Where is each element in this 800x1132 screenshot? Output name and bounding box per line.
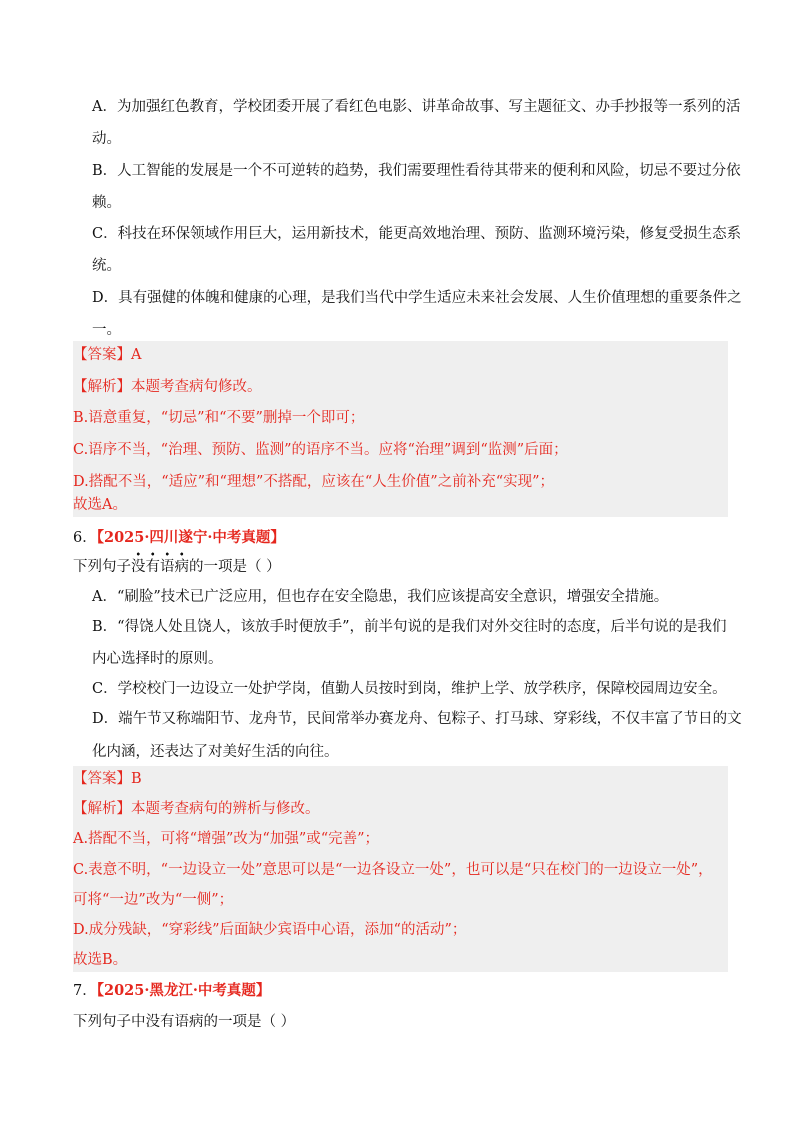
analysis-heading: 【解析】本题考查病句的辨析与修改。 [73,801,320,817]
option-b-line1: B．“得饶人处且饶人，该放手时便放手”，前半句说的是我们对外交往时的态度，后半句说的是我们 [92,619,727,635]
question-source: 【2025·黑龙江·中考真题】 [96,982,271,999]
question-source: 【2025·四川遂宁·中考真题】 [96,529,285,546]
option-a-line2: 动。 [92,131,121,147]
analysis-line: C.语序不当，“治理、预防、监测”的语序不当。应将“治理”调到“监测”后面； [73,442,568,458]
option-d-line2: 一。 [92,322,121,338]
option-b-line2: 内心选择时的原则。 [92,651,223,667]
option-d-line2: 化内涵，还表达了对美好生活的向往。 [92,744,339,760]
question-6-stem [73,557,281,577]
question-7-stem: 下列句子中没有语病的一项是（ ） [73,1014,296,1030]
option-c-line1: C．科技在环保领域作用巨大，运用新技术，能更高效地治理、预防、监测环境污染，修复受损生态系 [92,226,742,242]
option-c-line1: C．学校校门一边设立一处护学岗，值勤人员按时到岗，维护上学、放学秩序，保障校园周边安全。 [92,681,727,697]
analysis-line: A.搭配不当，可将“增强”改为“加强”或“完善”； [73,831,380,847]
emphasis-dots: 没有语病 [131,559,189,575]
option-b-line1: B．人工智能的发展是一个不可逆转的趋势，我们需要理性看待其带来的便利和风险，切忌不要过分依 [92,163,741,179]
analysis-heading: 【解析】本题考查病句修改。 [73,379,262,395]
stem-prefix: 下列句子 [73,559,131,575]
answer-label: 【答案】B [73,771,142,787]
answer-label: 【答案】A [73,347,142,363]
analysis-line: B.语意重复，“切忌”和“不要”删掉一个即可； [73,410,365,426]
question-6-header [73,528,285,548]
question-7-header [73,981,270,1001]
conclusion: 故选B。 [73,952,128,968]
option-d-line1: D．端午节又称端阳节、龙舟节，民间常举办赛龙舟、包粽子、打马球、穿彩线，不仅丰富了节日的文 [92,711,742,727]
question-number: 7． [73,983,97,999]
option-d-line1: D．具有强健的体魄和健康的心理，是我们当代中学生适应未来社会发展、人生价值理想的重要条件之 [92,290,742,306]
option-a-line1: A．“刷脸”技术已广泛应用，但也存在安全隐患，我们应该提高安全意识，增强安全措施。 [92,589,669,605]
stem-suffix: 的一项是（ ） [189,559,281,575]
analysis-line: 可将“一边”改为“一侧”； [73,892,234,908]
option-c-line2: 统。 [92,258,121,274]
option-a-line1: A．为加强红色教育，学校团委开展了看红色电影、讲革命故事、写主题征文、办手抄报等一系列的活 [92,99,741,115]
analysis-line: D.成分残缺，“穿彩线”后面缺少宾语中心语，添加“的活动”； [73,922,467,938]
question-number: 6． [73,530,97,546]
analysis-line: D.搭配不当，“适应”和“理想”不搭配，应该在“人生价值”之前补充“实现”； [73,474,555,490]
option-b-line2: 赖。 [92,195,121,211]
conclusion: 故选A。 [73,497,127,513]
analysis-line: C.表意不明，“一边设立一处”意思可以是“一边各设立一处”，也可以是“只在校门的一边设立一处”， [73,862,713,878]
